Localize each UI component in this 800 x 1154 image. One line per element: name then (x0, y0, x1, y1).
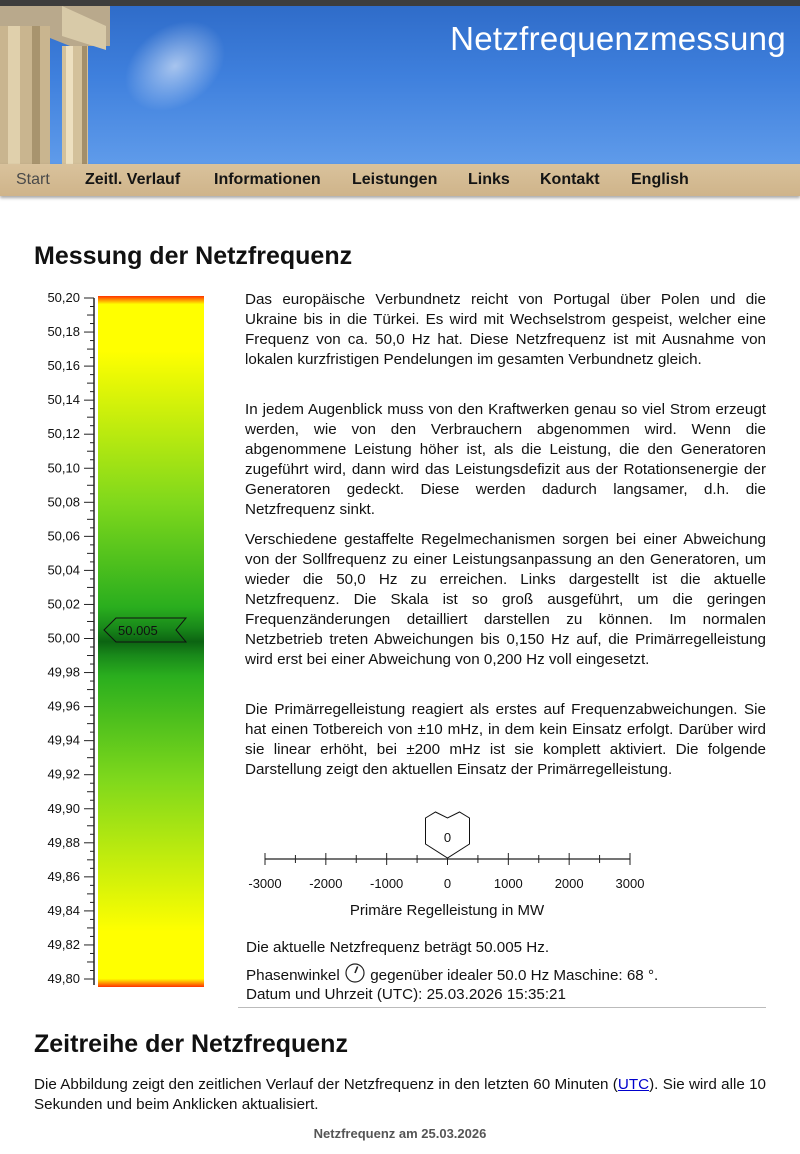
gauge-tick-label: 49,80 (47, 971, 80, 986)
paragraph-1: Das europäische Verbundnetz reicht von Portugal über Polen und die Ukraine bis in die Türkei. Es wird mit Wechselstrom gespeist, welcher eine Frequenz von ca. 50,0 Hz hat. Diese Netzfrequenz ist mit Ausnahme von lokalen kurzfristigen Pendelungen im gesamten Verbundnetz gleich. (245, 291, 766, 368)
gauge-tick-label: 49,86 (47, 868, 80, 884)
nav-english[interactable]: English (631, 171, 689, 188)
regel-tick-labels (248, 876, 644, 891)
gauge-pointer-value: 50.005 (118, 622, 158, 638)
gauge-tick-label: 49,82 (47, 936, 80, 952)
gauge-tick-label: 49,88 (47, 834, 80, 850)
building-columns-image (0, 6, 110, 164)
nav-kontakt[interactable]: Kontakt (540, 171, 600, 188)
gauge-tick-label: 49,94 (47, 732, 80, 748)
datetime-status: Datum und Uhrzeit (UTC): 25.03.2026 15:35:21 (246, 986, 566, 1003)
gauge-tick-labels (47, 290, 80, 986)
paragraph-2: In jedem Augenblick muss von den Kraftwerken genau so viel Strom erzeugt werden, wie von den Verbrauchern abgenommen wird. Wenn die abgenommene Leistung höher ist, als die Leistung, die den Generatoren zugeführt wird, dann wird das Leistungsdefizit aus der Rotationsenergie der Generatoren gedeckt. Diese werden dadurch langsamer, d.h. die Netzfrequenz sinkt. (245, 401, 766, 518)
regel-tick-label: -2000 (309, 876, 343, 891)
regel-tick-label: -1000 (370, 876, 404, 891)
gauge-tick-label: 49,84 (47, 902, 80, 918)
gauge-tick-label: 50,10 (47, 460, 80, 476)
divider (238, 1007, 766, 1008)
gauge-tick-label: 50,06 (47, 528, 80, 544)
nav-links[interactable]: Links (468, 171, 510, 188)
gauge-ticks (84, 298, 94, 979)
zeitreihe-paragraph (34, 1075, 766, 1115)
zeitreihe-text-before: Die Abbildung zeigt den zeitlichen Verlauf der Netzfrequenz in den letzten 60 Minuten ( (34, 1076, 618, 1093)
regel-tick-label: 0 (443, 876, 452, 891)
paragraph-3: Verschiedene gestaffelte Regelmechanismen sorgen bei einer Abweichung von der Sollfrequenz zu einer Leistungsanpassung an den Generatoren, um wieder die 50,0 Hz zu erreichen. Links dargestellt ist die aktuelle Netzfrequenz. Die Skala ist so groß ausgeführt, um die geringen Frequenzänderungen detailliert darstellen zu können. Im normalen Netzbetrieb treten Abweichungen bis 0,150 Hz auf, die Primärregelleistung wird erst bei einer Abweichung von 0,200 Hz voll eingesetzt. (245, 531, 766, 668)
site-title: Netzfrequenzmessung (450, 20, 786, 57)
zeitreihe-text-after: ). Sie wird alle 10 Sekunden und beim Anklicken aktualisiert. (34, 1076, 766, 1113)
gauge-tick-label: 50,18 (47, 324, 80, 340)
phase-angle-dial-icon (344, 963, 366, 983)
regel-tick-label: -3000 (248, 876, 282, 891)
section-heading-messung: Messung der Netzfrequenz (34, 242, 353, 270)
site-header (0, 6, 800, 164)
main-nav (0, 164, 800, 196)
gauge-tick-label: 50,08 (47, 494, 80, 510)
regel-caption: Primäre Regelleistung in MW (349, 902, 545, 919)
gauge-tick-label: 50,02 (47, 596, 80, 612)
gauge-tick-label: 49,90 (47, 800, 80, 816)
gauge-tick-label: 50,04 (47, 562, 80, 578)
nav-zeitl-verlauf[interactable]: Zeitl. Verlauf (85, 171, 181, 188)
nav-informationen[interactable]: Informationen (214, 171, 321, 188)
gauge-tick-label: 49,92 (47, 766, 80, 782)
phase-prefix: Phasenwinkel (246, 967, 340, 984)
regel-pointer-value: 0 (443, 830, 452, 845)
regel-tick-label: 3000 (615, 876, 645, 891)
gauge-tick-label: 49,96 (47, 698, 80, 714)
gauge-tick-label: 50,00 (47, 630, 80, 646)
frequency-gauge (30, 288, 210, 993)
regelleistung-scale (240, 808, 660, 923)
section-heading-zeitreihe: Zeitreihe der Netzfrequenz (34, 1030, 348, 1058)
gauge-tick-label: 50,16 (47, 358, 80, 374)
paragraph-4: Die Primärregelleistung reagiert als erstes auf Frequenzabweichungen. Sie hat einen Totbereich von ±10 mHz, in dem kein Einsatz erfolgt. Darüber wird sie linear erhöht, bei ±200 mHz ist sie komplett aktiviert. Die folgende Darstellung zeigt den aktuellen Einsatz der Primärregelleistung. (245, 701, 766, 778)
nav-leistungen[interactable]: Leistungen (352, 171, 438, 188)
frequency-status: Die aktuelle Netzfrequenz beträgt 50.005 Hz. (246, 939, 550, 956)
cloud-decoration (107, 6, 243, 130)
regel-tick-label: 1000 (493, 876, 523, 891)
regel-pointer (426, 812, 470, 858)
gauge-tick-label: 50,14 (47, 392, 80, 408)
utc-link[interactable]: UTC (617, 1076, 650, 1093)
gauge-tick-label: 49,98 (47, 664, 80, 680)
regel-tick-label: 2000 (554, 876, 584, 891)
phase-suffix: gegenüber idealer 50.0 Hz Maschine: 68 °. (370, 967, 659, 984)
phase-angle-line (246, 963, 658, 984)
nav-start[interactable]: Start (16, 171, 50, 188)
gauge-tick-label: 50,20 (47, 290, 80, 305)
timeseries-chart-title: Netzfrequenz am 25.03.2026 (313, 1126, 487, 1141)
gauge-tick-label: 50,12 (47, 426, 80, 442)
